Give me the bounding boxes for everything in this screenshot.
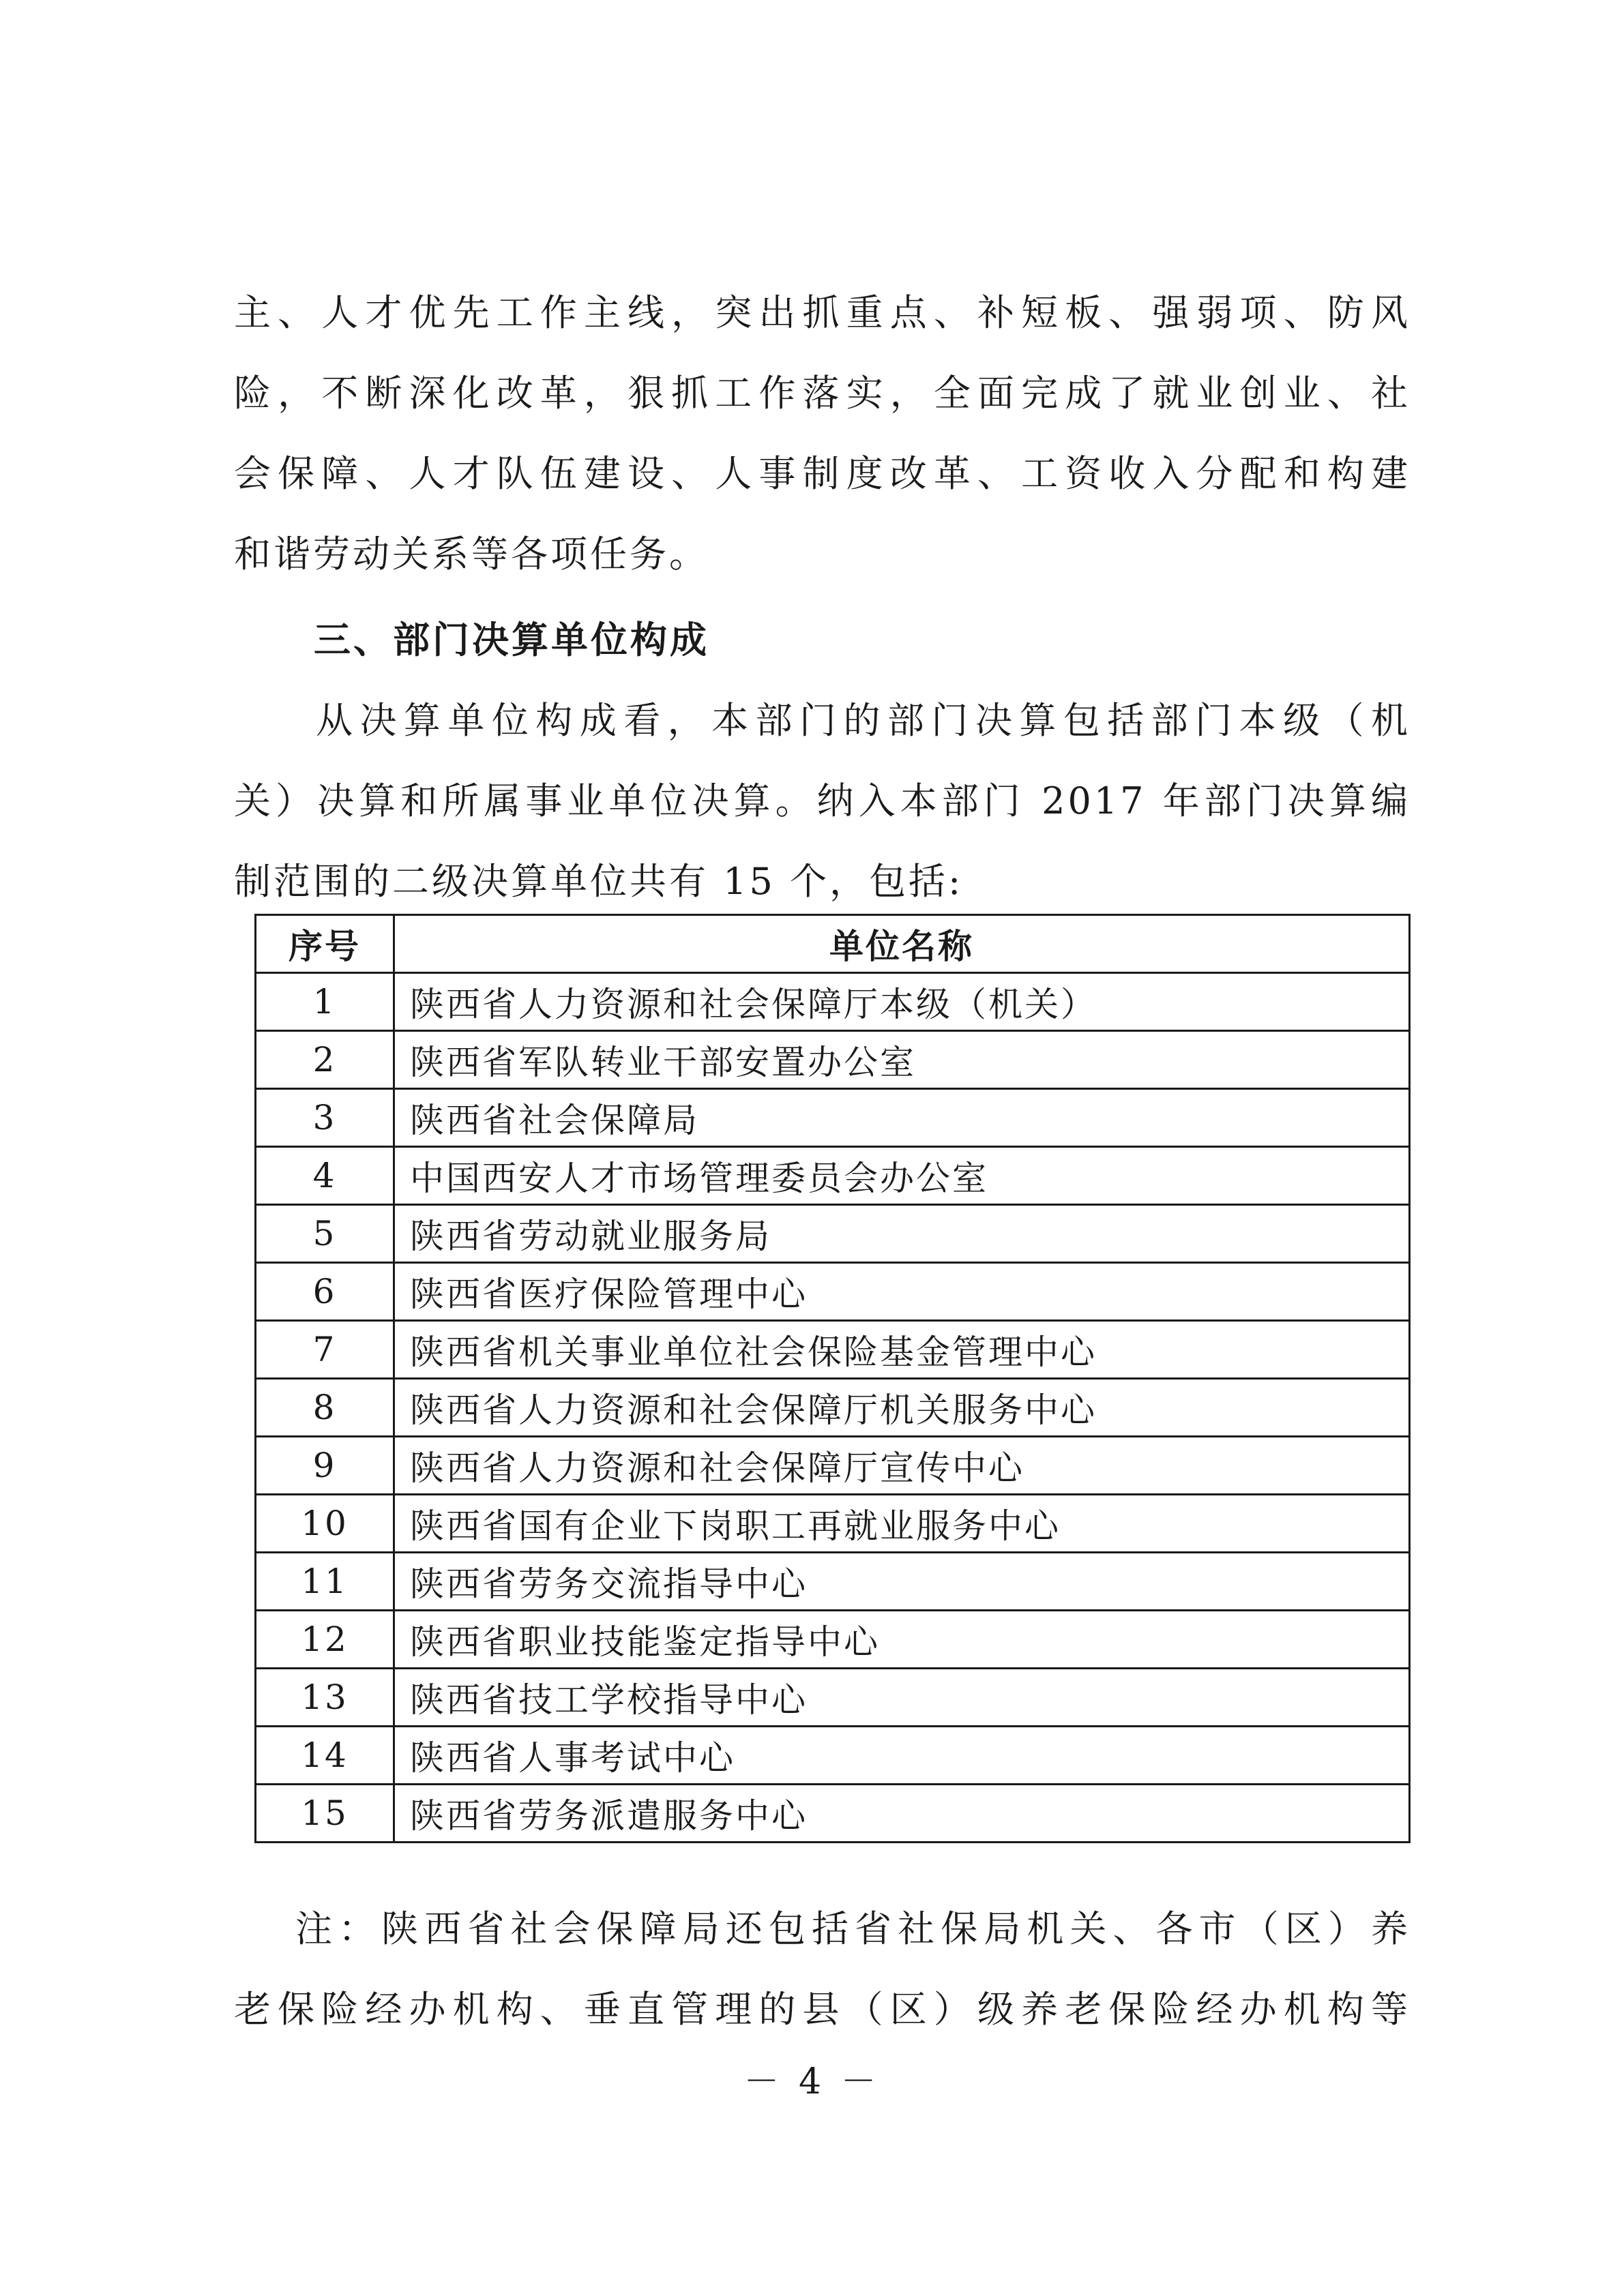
serial-number: 13 xyxy=(256,1669,394,1727)
unit-name: 中国西安人才市场管理委员会办公室 xyxy=(394,1147,1410,1205)
unit-name: 陕西省人事考试中心 xyxy=(394,1727,1410,1785)
table-row xyxy=(256,1147,1410,1205)
table-row xyxy=(256,1089,1410,1147)
header-serial-number: 序号 xyxy=(256,915,394,973)
unit-name: 陕西省劳务派遣服务中心 xyxy=(394,1785,1410,1843)
paragraph-line: 制范围的二级决算单位共有 15 个，包括: xyxy=(234,860,964,903)
serial-number: 9 xyxy=(256,1437,394,1495)
table-row xyxy=(256,1727,1410,1785)
table-row xyxy=(256,973,1410,1031)
unit-name: 陕西省职业技能鉴定指导中心 xyxy=(394,1611,1410,1669)
unit-name: 陕西省机关事业单位社会保险基金管理中心 xyxy=(394,1321,1410,1379)
serial-number: 11 xyxy=(256,1553,394,1611)
table-row xyxy=(256,1321,1410,1379)
table-row xyxy=(256,1437,1410,1495)
note-line: 老保险经办机构、垂直管理的县（区）级养老保险经办机构等 xyxy=(234,1988,1411,2031)
table-row xyxy=(256,1031,1410,1089)
paragraph-line: 关）决算和所属事业单位决算。纳入本部门 2017 年部门决算编 xyxy=(234,779,1411,822)
unit-name: 陕西省劳动就业服务局 xyxy=(394,1205,1410,1263)
serial-number: 1 xyxy=(256,973,394,1031)
paragraph-unit-composition xyxy=(234,681,1411,922)
unit-name: 陕西省人力资源和社会保障厅本级（机关） xyxy=(394,973,1410,1031)
serial-number: 7 xyxy=(256,1321,394,1379)
paragraph-line: 主、人才优先工作主线，突出抓重点、补短板、强弱项、防风 xyxy=(234,291,1411,334)
serial-number: 4 xyxy=(256,1147,394,1205)
section-heading: 三、部门决算单位构成 xyxy=(314,618,709,661)
unit-name: 陕西省人力资源和社会保障厅宣传中心 xyxy=(394,1437,1410,1495)
table-row xyxy=(256,1611,1410,1669)
table-row xyxy=(256,1205,1410,1263)
serial-number: 15 xyxy=(256,1785,394,1843)
serial-number: 3 xyxy=(256,1089,394,1147)
unit-name: 陕西省人力资源和社会保障厅机关服务中心 xyxy=(394,1379,1410,1437)
serial-number: 10 xyxy=(256,1495,394,1553)
serial-number: 14 xyxy=(256,1727,394,1785)
serial-number: 8 xyxy=(256,1379,394,1437)
unit-name: 陕西省社会保障局 xyxy=(394,1089,1410,1147)
table-row xyxy=(256,1495,1410,1553)
units-table xyxy=(254,914,1411,1843)
table-row xyxy=(256,1263,1410,1321)
unit-name: 陕西省医疗保险管理中心 xyxy=(394,1263,1410,1321)
table-row xyxy=(256,1785,1410,1843)
paragraph-line: 和谐劳动关系等各项任务。 xyxy=(234,533,709,576)
paragraph-work-summary xyxy=(234,273,1411,595)
serial-number: 12 xyxy=(256,1611,394,1669)
table-row xyxy=(256,1553,1410,1611)
unit-name: 陕西省军队转业干部安置办公室 xyxy=(394,1031,1410,1089)
table-header-row xyxy=(256,915,1410,973)
serial-number: 2 xyxy=(256,1031,394,1089)
table-row xyxy=(256,1669,1410,1727)
note-line: 注：陕西省社会保障局还包括省社保局机关、各市（区）养 xyxy=(295,1907,1411,1950)
header-unit-name: 单位名称 xyxy=(394,915,1410,973)
paragraph-line: 从决算单位构成看，本部门的部门决算包括部门本级（机 xyxy=(316,699,1411,742)
table-row xyxy=(256,1379,1410,1437)
serial-number: 5 xyxy=(256,1205,394,1263)
paragraph-line: 会保障、人才队伍建设、人事制度改革、工资收入分配和构建 xyxy=(234,452,1411,495)
serial-number: 6 xyxy=(256,1263,394,1321)
unit-name: 陕西省劳务交流指导中心 xyxy=(394,1553,1410,1611)
page-number: － 4 － xyxy=(743,2061,881,2102)
paragraph-line: 险，不断深化改革，狠抓工作落实，全面完成了就业创业、社 xyxy=(234,372,1411,415)
unit-name: 陕西省国有企业下岗职工再就业服务中心 xyxy=(394,1495,1410,1553)
table-note xyxy=(234,1889,1411,2050)
unit-name: 陕西省技工学校指导中心 xyxy=(394,1669,1410,1727)
